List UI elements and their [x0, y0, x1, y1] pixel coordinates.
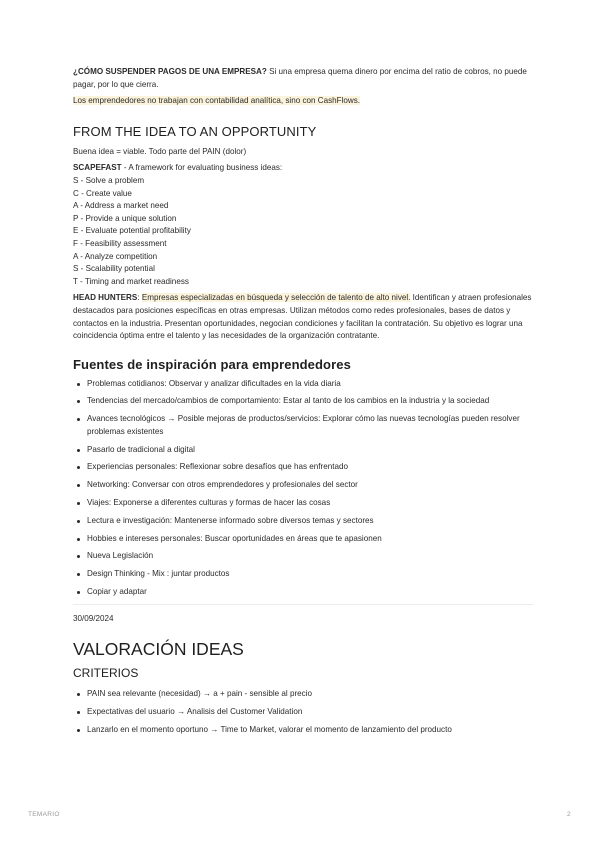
list-item: Hobbies e intereses personales: Buscar oportunidades en áreas que te apasionen [73, 533, 533, 546]
criterios-title: CRITERIOS [73, 666, 139, 681]
list-item: Avances tecnológicos → Posible mejoras de productos/servicios: Explorar cómo las nuevas tecnologías pueden resolver problemas existentes [73, 413, 533, 438]
scapefast-heading [73, 162, 533, 175]
list-item: Nueva Legislación [73, 550, 533, 563]
fuentes-title: Fuentes de inspiración para emprendedores [73, 356, 351, 372]
intro-highlight-paragraph [73, 95, 533, 108]
scapefast-label: SCAPEFAST [73, 163, 122, 173]
scapefast-item: S - Solve a problem [73, 175, 145, 185]
intro-paragraph [73, 66, 533, 91]
list-item: Networking: Conversar con otros emprendedores y profesionales del sector [73, 479, 533, 492]
intro-question: ¿CÓMO SUSPENDER PAGOS DE UNA EMPRESA? [73, 67, 267, 76]
list-item: Viajes: Exponerse a diferentes culturas y formas de hacer las cosas [73, 497, 533, 510]
page-number: 2 [567, 811, 571, 818]
scapefast-item: S - Scalability potential [73, 264, 155, 274]
list-item: Design Thinking - Mix : juntar productos [73, 568, 533, 581]
list-item: Tendencias del mercado/cambios de comportamiento: Estar al tanto de los cambios en la industria y la sociedad [73, 395, 533, 408]
scapefast-block [73, 162, 533, 288]
scapefast-item: F - Feasibility assessment [73, 238, 167, 248]
scapefast-item: E - Evaluate potential profitability [73, 226, 191, 236]
valoracion-title: VALORACIÓN IDEAS [73, 639, 244, 660]
criterios-list [73, 688, 533, 736]
scapefast-item: A - Address a market need [73, 201, 169, 211]
headhunters-rest: Identifican y atraen profesionales destacados para posiciones específicas en otras empresas. Utilizan métodos como redes profesionales, bases de datos y contactos en la industria. Presentan oportunidades, negocian condiciones y facilitan la contratación. Su objetivo es lograr una coincidencia óptima entre el talento y las necesidades de la organización contratante. [73, 293, 532, 341]
headhunters-highlight: Empresas especializadas en búsqueda y selección de talento de alto nivel. [141, 293, 411, 303]
list-item: Pasarlo de tradicional a digital [73, 444, 533, 457]
fuentes-list [73, 378, 533, 599]
headhunters-label: HEAD HUNTERS [73, 293, 138, 303]
list-item: Lectura e investigación: Mantenerse informado sobre diversos temas y sectores [73, 515, 533, 528]
headhunters-paragraph [73, 292, 533, 342]
section-divider [73, 604, 533, 605]
footer-label: TEMARIO [28, 811, 60, 818]
scapefast-item: C - Create value [73, 188, 132, 198]
list-item: Problemas cotidianos: Observar y analizar dificultades en la vida diaria [73, 378, 533, 391]
scapefast-item: T - Timing and market readiness [73, 276, 189, 286]
scapefast-item: A - Analyze competition [73, 251, 158, 261]
scapefast-item: P - Provide a unique solution [73, 213, 177, 223]
intro-answer: Si una empresa quema dinero por encima del ratio de cobros, no puede pagar, por lo que cierra. [73, 67, 527, 89]
list-item: Expectativas del usuario → Analisis del Customer Validation [73, 706, 533, 719]
date-label: 30/09/2024 [73, 614, 114, 624]
list-item: Copiar y adaptar [73, 586, 533, 599]
idea-subtitle: Buena idea = viable. Todo parte del PAIN (dolor) [73, 146, 247, 156]
scapefast-desc: - A framework for evaluating business ideas: [121, 163, 283, 173]
list-item: PAIN sea relevante (necesidad) → a + pain - sensible al precio [73, 688, 533, 701]
idea-section-title: FROM THE IDEA TO AN OPPORTUNITY [73, 123, 317, 139]
list-item: Lanzarlo en el momento oportuno → Time to Market, valorar el momento de lanzamiento del producto [73, 724, 533, 737]
list-item: Experiencias personales: Reflexionar sobre desafíos que has enfrentado [73, 461, 533, 474]
intro-highlight: Los emprendedores no trabajan con contabilidad analítica, sino con CashFlows. [73, 96, 361, 106]
headhunters-colon: : [137, 293, 142, 303]
document-page [73, 66, 533, 742]
